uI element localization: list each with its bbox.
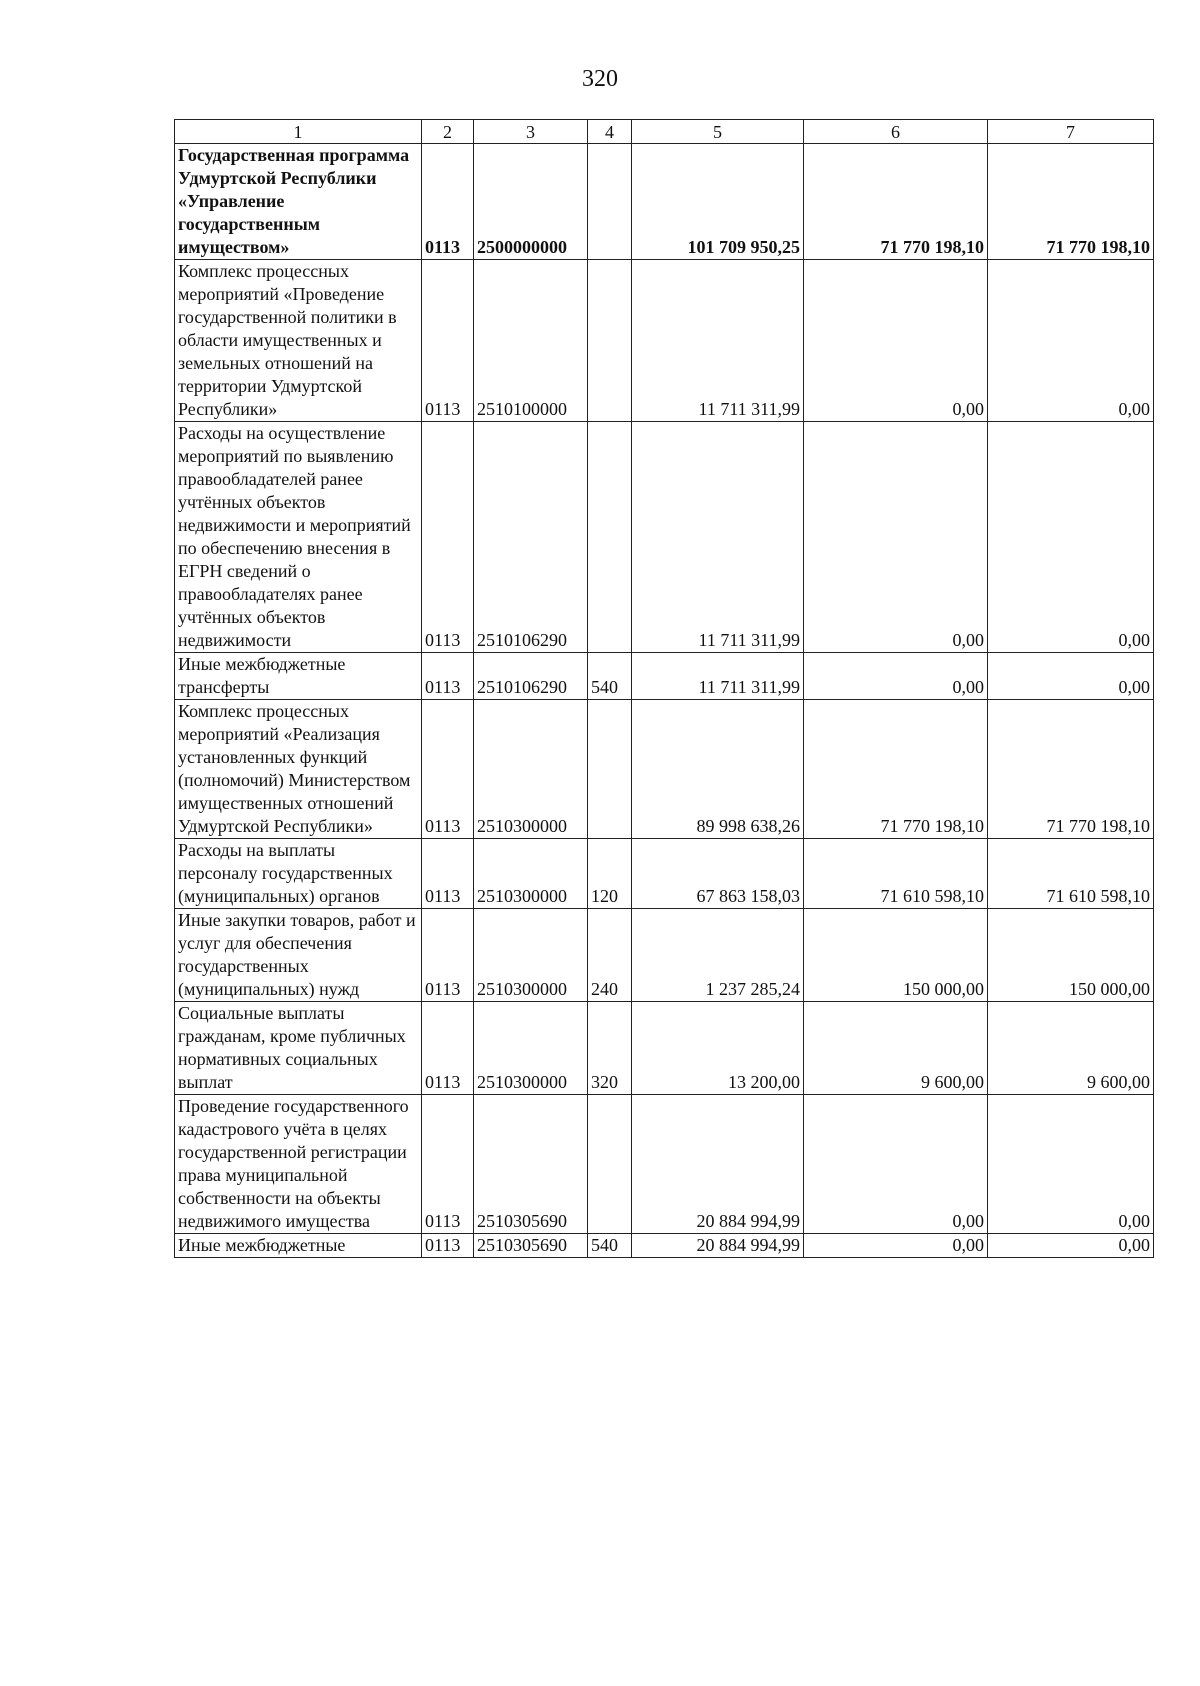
budget-table xyxy=(174,119,1154,1258)
section-code: 0113 xyxy=(422,1002,474,1095)
amount-col6: 0,00 xyxy=(804,1095,988,1234)
section-code: 0113 xyxy=(422,839,474,909)
amount-col6: 0,00 xyxy=(804,260,988,422)
target-article-code: 2510100000 xyxy=(474,260,588,422)
section-code: 0113 xyxy=(422,1234,474,1258)
row-name: Комплекс процессных мероприятий «Реализация установленных функций (полномочий) Министерством имущественных отношений Удмуртской Республики» xyxy=(175,700,422,839)
section-code: 0113 xyxy=(422,260,474,422)
table-row xyxy=(175,144,1154,260)
table-row xyxy=(175,909,1154,1002)
row-name: Социальные выплаты гражданам, кроме публичных нормативных социальных выплат xyxy=(175,1002,422,1095)
target-article-code: 2510300000 xyxy=(474,700,588,839)
row-name: Иные закупки товаров, работ и услуг для обеспечения государственных (муниципальных) нужд xyxy=(175,909,422,1002)
target-article-code: 2510300000 xyxy=(474,909,588,1002)
section-code: 0113 xyxy=(422,422,474,653)
header-cell: 6 xyxy=(804,120,988,144)
amount-col5: 20 884 994,99 xyxy=(632,1095,804,1234)
amount-col6: 150 000,00 xyxy=(804,909,988,1002)
expense-type-code xyxy=(588,144,632,260)
section-code: 0113 xyxy=(422,700,474,839)
table-row xyxy=(175,1002,1154,1095)
expense-type-code xyxy=(588,422,632,653)
section-code: 0113 xyxy=(422,144,474,260)
row-name: Расходы на осуществление мероприятий по выявлению правообладателей ранее учтённых объектов недвижимости и мероприятий по обеспечению внесения в ЕГРН сведений о правообладателях ранее учтённых объектов недвижимости xyxy=(175,422,422,653)
row-name: Расходы на выплаты персоналу государственных (муниципальных) органов xyxy=(175,839,422,909)
row-name: Иные межбюджетные трансферты xyxy=(175,653,422,700)
amount-col6: 71 610 598,10 xyxy=(804,839,988,909)
amount-col5: 1 237 285,24 xyxy=(632,909,804,1002)
expense-type-code xyxy=(588,260,632,422)
expense-type-code: 240 xyxy=(588,909,632,1002)
amount-col7: 0,00 xyxy=(988,260,1154,422)
amount-col7: 0,00 xyxy=(988,1095,1154,1234)
amount-col5: 101 709 950,25 xyxy=(632,144,804,260)
amount-col6: 0,00 xyxy=(804,1234,988,1258)
header-cell: 3 xyxy=(474,120,588,144)
amount-col7: 71 770 198,10 xyxy=(988,700,1154,839)
table-row xyxy=(175,1234,1154,1258)
expense-type-code: 320 xyxy=(588,1002,632,1095)
target-article-code: 2510106290 xyxy=(474,422,588,653)
section-code: 0113 xyxy=(422,653,474,700)
amount-col5: 89 998 638,26 xyxy=(632,700,804,839)
row-name: Проведение государственного кадастрового учёта в целях государственной регистрации права муниципальной собственности на объекты недвижимого имущества xyxy=(175,1095,422,1234)
target-article-code: 2510300000 xyxy=(474,839,588,909)
table-row xyxy=(175,1095,1154,1234)
table-row xyxy=(175,422,1154,653)
amount-col7: 9 600,00 xyxy=(988,1002,1154,1095)
target-article-code: 2500000000 xyxy=(474,144,588,260)
row-name: Комплекс процессных мероприятий «Проведение государственной политики в области имущественных и земельных отношений на территории Удмуртской Республики» xyxy=(175,260,422,422)
header-row xyxy=(175,120,1154,144)
row-name: Государственная программа Удмуртской Республики «Управление государственным имуществом» xyxy=(175,144,422,260)
amount-col7: 71 610 598,10 xyxy=(988,839,1154,909)
expense-type-code: 540 xyxy=(588,653,632,700)
expense-type-code xyxy=(588,700,632,839)
table-row xyxy=(175,700,1154,839)
header-cell: 1 xyxy=(175,120,422,144)
amount-col5: 11 711 311,99 xyxy=(632,653,804,700)
table-row xyxy=(175,260,1154,422)
amount-col7: 0,00 xyxy=(988,653,1154,700)
page-number: 320 xyxy=(582,66,618,92)
amount-col6: 71 770 198,10 xyxy=(804,144,988,260)
amount-col5: 67 863 158,03 xyxy=(632,839,804,909)
amount-col6: 0,00 xyxy=(804,653,988,700)
expense-type-code: 540 xyxy=(588,1234,632,1258)
header-cell: 4 xyxy=(588,120,632,144)
header-cell: 5 xyxy=(632,120,804,144)
amount-col7: 0,00 xyxy=(988,1234,1154,1258)
table-row xyxy=(175,839,1154,909)
target-article-code: 2510106290 xyxy=(474,653,588,700)
expense-type-code: 120 xyxy=(588,839,632,909)
amount-col7: 150 000,00 xyxy=(988,909,1154,1002)
amount-col5: 11 711 311,99 xyxy=(632,422,804,653)
amount-col5: 20 884 994,99 xyxy=(632,1234,804,1258)
amount-col5: 13 200,00 xyxy=(632,1002,804,1095)
section-code: 0113 xyxy=(422,909,474,1002)
section-code: 0113 xyxy=(422,1095,474,1234)
amount-col6: 9 600,00 xyxy=(804,1002,988,1095)
expense-type-code xyxy=(588,1095,632,1234)
row-name: Иные межбюджетные xyxy=(175,1234,422,1258)
amount-col6: 0,00 xyxy=(804,422,988,653)
amount-col7: 71 770 198,10 xyxy=(988,144,1154,260)
amount-col7: 0,00 xyxy=(988,422,1154,653)
target-article-code: 2510305690 xyxy=(474,1234,588,1258)
table-row xyxy=(175,653,1154,700)
target-article-code: 2510305690 xyxy=(474,1095,588,1234)
header-cell: 7 xyxy=(988,120,1154,144)
amount-col6: 71 770 198,10 xyxy=(804,700,988,839)
header-cell: 2 xyxy=(422,120,474,144)
amount-col5: 11 711 311,99 xyxy=(632,260,804,422)
target-article-code: 2510300000 xyxy=(474,1002,588,1095)
